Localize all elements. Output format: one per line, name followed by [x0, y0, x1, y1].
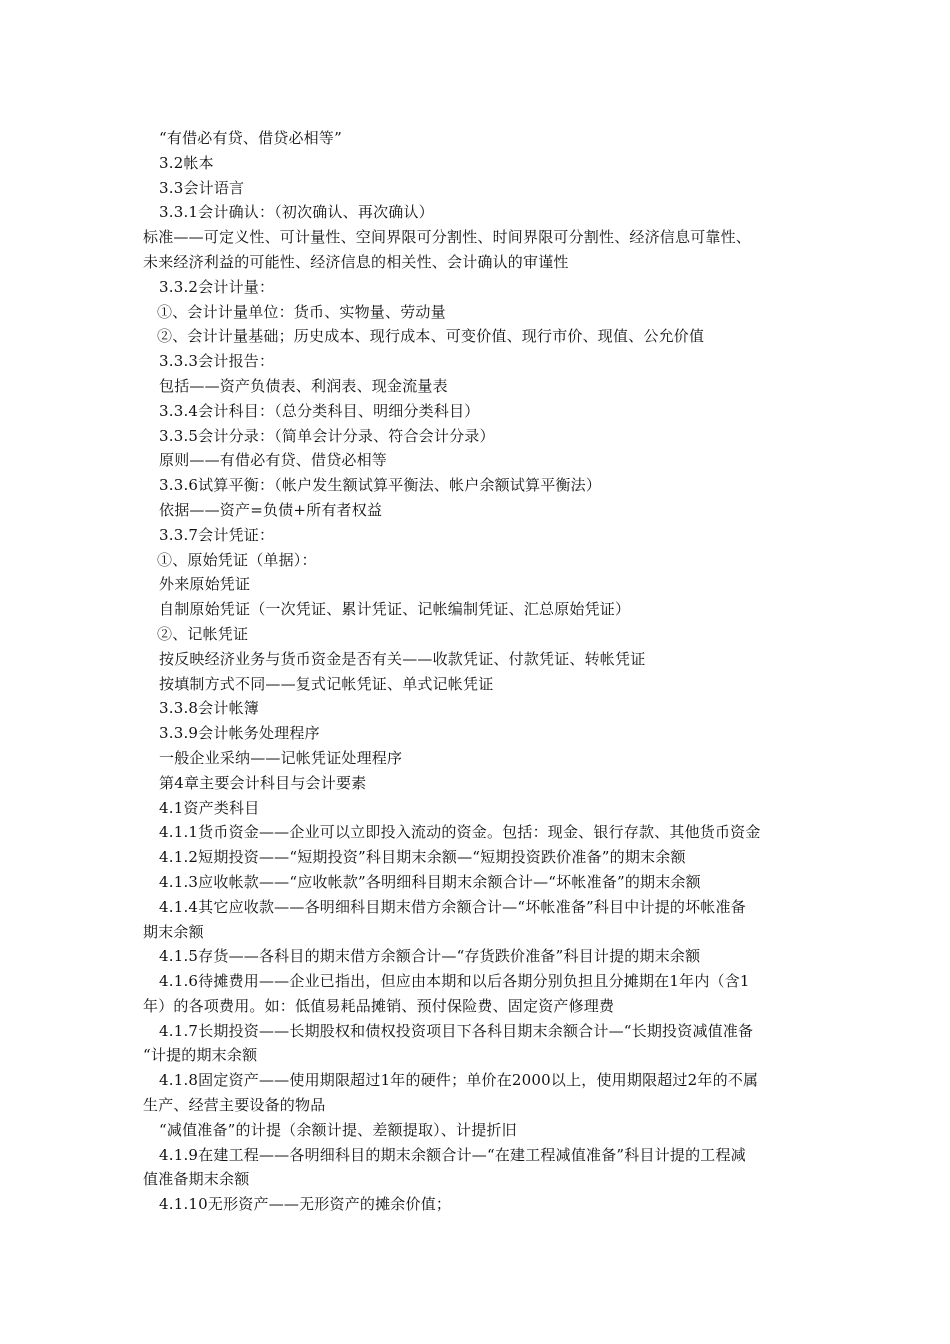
text-line: 3.3.1会计确认：（初次确认、再次确认）	[159, 203, 434, 222]
text-line: 4.1.3应收帐款——“应收帐款”各明细科目期末余额合计—“坏帐准备”的期末余额	[159, 872, 701, 891]
text-line: ①、原始凭证（单据）：	[157, 550, 317, 569]
text-line: 4.1.1货币资金——企业可以立即投入流动的资金。包括：现金、银行存款、其他货币资金	[159, 823, 761, 842]
text-line: 3.3.8会计帐簿	[159, 699, 259, 718]
text-line: “有借必有贷、借贷必相等”	[159, 129, 342, 147]
text-line: 3.3.4会计科目：（总分类科目、明细分类科目）	[159, 401, 480, 420]
text-line: 期末余额	[143, 922, 204, 941]
text-line: 3.3.7会计凭证：	[159, 525, 275, 544]
text-line: 第4章主要会计科目与会计要素	[159, 773, 367, 792]
text-line: 未来经济利益的可能性、经济信息的相关性、会计确认的审谨性	[143, 252, 569, 271]
text-line: ②、记帐凭证	[157, 624, 249, 643]
text-line: “减值准备”的计提（余额计提、差额提取）、计提折旧	[159, 1120, 517, 1139]
text-line: ①、会计计量单位：货币、实物量、劳动量	[157, 302, 446, 321]
text-line: ②、会计计量基础；历史成本、现行成本、可变价值、现行市价、现值、公允价值	[157, 327, 705, 346]
text-line: 4.1.5存货——各科目的期末借方余额合计—“存货跌价准备”科目计提的期末余额	[159, 947, 701, 966]
text-line: 自制原始凭证（一次凭证、累计凭证、记帐编制凭证、汇总原始凭证）	[159, 600, 631, 619]
text-line: 年）的各项费用。如：低值易耗品摊销、预付保险费、固定资产修理费	[143, 996, 615, 1015]
text-line: 3.3.6试算平衡：（帐户发生额试算平衡法、帐户余额试算平衡法）	[159, 476, 602, 495]
text-line: 3.3.3会计报告：	[159, 352, 275, 371]
text-line: 按反映经济业务与货币资金是否有关——收款凭证、付款凭证、转帐凭证	[159, 649, 646, 668]
text-line: 4.1资产类科目	[159, 798, 260, 817]
text-line: 3.3.2会计计量：	[159, 277, 275, 296]
text-line: 包括——资产负债表、利润表、现金流量表	[159, 376, 448, 395]
text-line: 3.3会计语言	[159, 178, 245, 197]
text-line: 4.1.2短期投资——“短期投资”科目期末余额—“短期投资跌价准备”的期末余额	[159, 848, 686, 867]
text-line: 4.1.8固定资产——使用期限超过1年的硬件；单价在2000以上，使用期限超过2年的不属	[159, 1071, 759, 1090]
text-line: 外来原始凭证	[159, 575, 251, 594]
text-line: 4.1.4其它应收款——各明细科目期末借方余额合计—“坏帐准备”科目中计提的坏帐准备	[159, 897, 746, 916]
text-line: 4.1.10无形资产——无形资产的摊余价值；	[159, 1195, 452, 1214]
text-line: 3.3.9会计帐务处理程序	[159, 724, 320, 743]
text-line: 4.1.7长期投资——长期股权和债权投资项目下各科目期末余额合计—“长期投资减值准备	[159, 1021, 754, 1040]
document-body	[143, 126, 803, 1217]
text-line: 生产、经营主要设备的物品	[143, 1096, 326, 1115]
text-line: 4.1.6待摊费用——企业已指出，但应由本期和以后各期分别负担且分摊期在1年内（含1	[159, 972, 750, 991]
text-line: 值准备期末余额	[143, 1170, 250, 1189]
text-line: 3.2帐本	[159, 153, 214, 172]
text-line: 4.1.9在建工程——各明细科目的期末余额合计—“在建工程减值准备”科目计提的工程减	[159, 1145, 746, 1164]
text-line: 按填制方式不同——复式记帐凭证、单式记帐凭证	[159, 674, 494, 693]
text-line: 标准——可定义性、可计量性、空间界限可分割性、时间界限可分割性、经济信息可靠性、	[143, 228, 752, 247]
text-line: 依据——资产=负债+所有者权益	[159, 500, 383, 519]
text-line: 3.3.5会计分录：（简单会计分录、符合会计分录）	[159, 426, 495, 445]
text-line: 原则——有借必有贷、借贷必相等	[159, 451, 388, 470]
text-line: 一般企业采纳——记帐凭证处理程序	[159, 748, 403, 767]
text-line: “计提的期末余额	[143, 1046, 258, 1065]
